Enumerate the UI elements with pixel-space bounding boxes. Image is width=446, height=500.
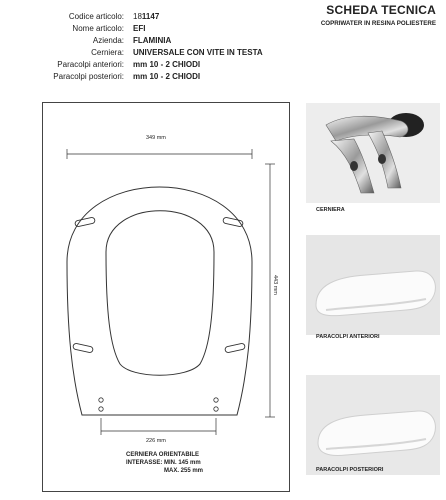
- spec-row-azienda: [0, 36, 320, 48]
- spec-value: EFI: [133, 24, 146, 34]
- hinge-notes: [126, 451, 203, 475]
- front-bumper-photo: [306, 235, 440, 335]
- spec-row-paracolpi-posteriori: [0, 72, 320, 84]
- bumper-slot-rear-right: [225, 343, 246, 353]
- hinge-illustration: [306, 103, 440, 203]
- rear-bumper-illustration: [306, 375, 440, 475]
- interasse-max: MAX. 255 mm: [164, 468, 204, 474]
- spec-label: Azienda:: [92, 36, 124, 46]
- bumper-slot-rear-left: [73, 343, 94, 353]
- height-label: 443 mm: [272, 275, 278, 295]
- document-title: SCHEDA TECNICA: [326, 3, 436, 17]
- photo-caption-front-bumper: PARACOLPI ANTERIORI: [316, 334, 380, 340]
- spec-table: [0, 12, 320, 85]
- spec-label: Paracolpi anteriori:: [57, 60, 124, 70]
- interasse-label: INTERASSE:: [126, 460, 163, 466]
- spec-label: Codice articolo:: [68, 12, 124, 21]
- spec-value: mm 10 - 2 CHIODI: [133, 60, 201, 70]
- spec-value-bold: 1147: [141, 12, 160, 21]
- spec-value: [133, 12, 159, 21]
- spec-value: mm 10 - 2 CHIODI: [133, 72, 201, 82]
- spec-row-paracolpi-anteriori: [0, 60, 320, 72]
- seat-inner-opening: [106, 211, 214, 376]
- rear-bumper-photo: [306, 375, 440, 475]
- photo-caption-rear-bumper: PARACOLPI POSTERIORI: [316, 467, 384, 473]
- hinge-note-interasse: [126, 459, 203, 467]
- width-label: 349 mm: [146, 135, 166, 141]
- spec-label: Cerniera:: [91, 48, 124, 58]
- spec-row-cerniera: [0, 48, 320, 60]
- bumper-slot-front-left: [75, 217, 96, 227]
- spec-value: UNIVERSALE CON VITE IN TESTA: [133, 48, 263, 58]
- hinge-hole: [214, 398, 218, 402]
- spec-value-prefix: 18: [133, 12, 142, 21]
- hinge-photo: [306, 103, 440, 203]
- technical-drawing: [42, 102, 290, 492]
- hinge-hole: [99, 407, 103, 411]
- hinge-screw-hole: [350, 161, 358, 171]
- hinge-label: 226 mm: [146, 438, 166, 444]
- spec-row-nome: [0, 24, 320, 36]
- spec-label: Paracolpi posteriori:: [53, 72, 124, 82]
- photo-caption-hinge: CERNIERA: [316, 207, 345, 213]
- spec-label: Nome articolo:: [72, 24, 124, 34]
- spec-row-codice: [0, 12, 320, 24]
- spec-value: FLAMINIA: [133, 36, 172, 46]
- front-bumper-illustration: [306, 235, 440, 335]
- hinge-screw-hole: [378, 154, 386, 164]
- hinge-note-title: CERNIERA ORIENTABILE: [126, 452, 200, 458]
- hinge-hole: [214, 407, 218, 411]
- document-subtitle: COPRIWATER IN RESINA POLIESTERE: [320, 20, 436, 27]
- interasse-min: MIN. 145 mm: [164, 460, 201, 466]
- hinge-hole: [99, 398, 103, 402]
